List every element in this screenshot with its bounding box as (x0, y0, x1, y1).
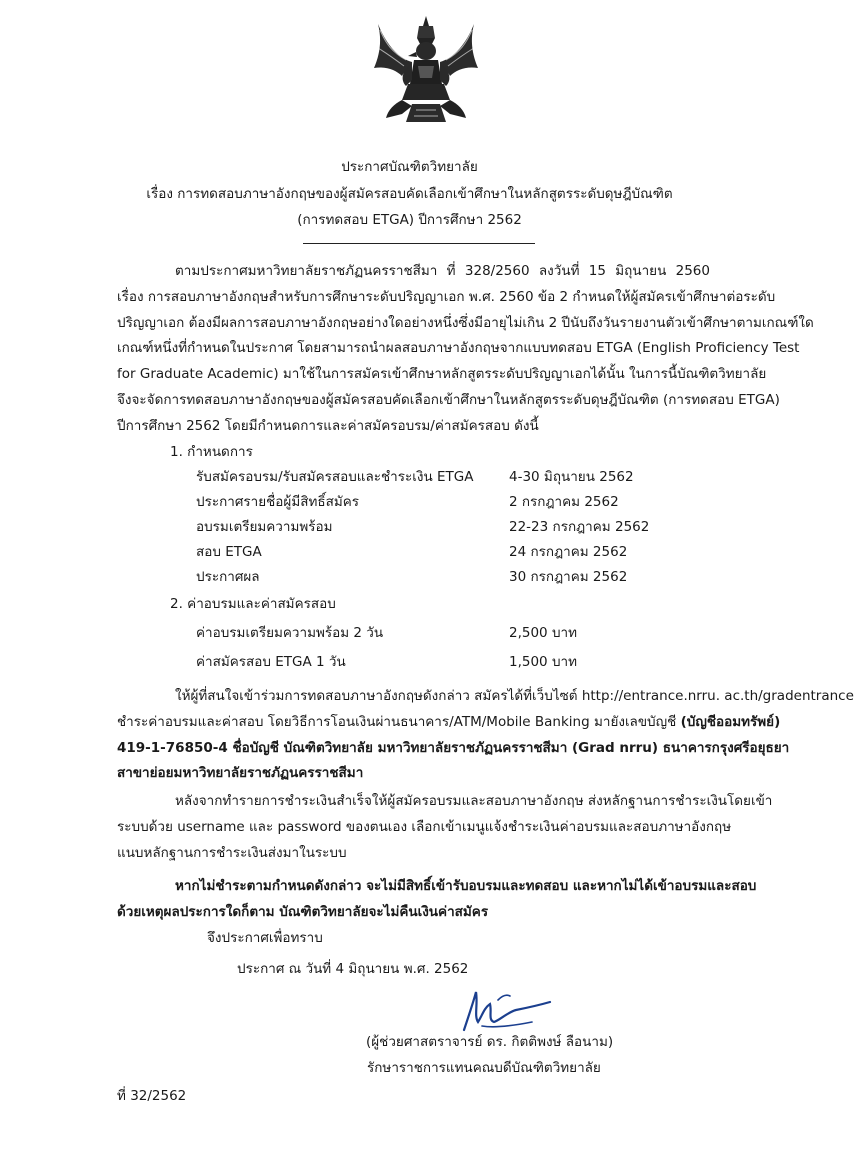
closing-text: จึงประกาศเพื่อทราบ (207, 930, 323, 946)
upload-line: หลังจากทำรายการชำระเงินสำเร็จให้ผู้สมัครอบรมและสอบภาษาอังกฤษ ส่งหลักฐานการชำระเงินโดยเข้า (175, 793, 773, 809)
fees-heading: 2. ค่าอบรมและค่าสมัครสอบ (170, 596, 336, 612)
body-line: เรื่อง การสอบภาษาอังกฤษสำหรับการศึกษาระดับปริญญาเอก พ.ศ. 2560 ข้อ 2 กำหนดให้ผู้สมัครเข้าศึกษาต่อระดับ (117, 288, 776, 305)
body-paragraph (117, 259, 814, 440)
signer-name: (ผู้ช่วยศาสตราจารย์ ดร. กิตติพงษ์ ลือนาม) (366, 1034, 614, 1050)
schedule-heading: 1. กำหนดการ (170, 444, 253, 460)
account-type: (บัญชีออมทรัพย์) (680, 713, 781, 730)
schedule-date: 30 กรกฎาคม 2562 (509, 569, 628, 585)
schedule-date: 2 กรกฎาคม 2562 (509, 494, 619, 510)
schedule-label: ประกาศผล (196, 569, 260, 585)
schedule-label: ประกาศรายชื่อผู้มีสิทธิ์สมัคร (196, 494, 360, 510)
body-line: for Graduate Academic) มาใช้ในการสมัครเข้าศึกษาหลักสูตรระดับปริญญาเอกได้นั้น ในการนี้บัณฑิตวิทยาลัย (117, 366, 767, 383)
schedule-row (196, 466, 656, 488)
fee-row (196, 651, 656, 673)
body-line: ตามประกาศมหาวิทยาลัยราชภัฏนครราชสีมา ที่ 328/2560 ลงวันที่ 15 มิถุนายน 2560 (175, 263, 710, 279)
schedule-date: 24 กรกฎาคม 2562 (509, 544, 628, 560)
schedule-row (196, 516, 656, 538)
account-details: 419-1-76850-4 ชื่อบัญชี บัณฑิตวิทยาลัย มหาวิทยาลัยราชภัฏนครราชสีมา (Grad nrru) ธนาคารกรุงศรีอยุธยา (117, 739, 790, 756)
apply-line: ให้ผู้ที่สนใจเข้าร่วมการทดสอบภาษาอังกฤษดังกล่าว สมัครได้ที่เว็บไซต์ http://entrance.nrru. ac.th/gradentrance (175, 688, 854, 704)
schedule-row (196, 541, 656, 563)
header-subtitle: (การทดสอบ ETGA) ปีการศึกษา 2562 (297, 212, 522, 228)
warning-line: หากไม่ชำระตามกำหนดดังกล่าว จะไม่มีสิทธิ์เข้ารับอบรมและทดสอบ และหากไม่ได้เข้าอบรมและสอบ (175, 878, 757, 894)
fee-amount: 2,500 บาท (509, 625, 577, 641)
schedule-label: อบรมเตรียมความพร้อม (196, 519, 333, 535)
schedule-row (196, 566, 656, 588)
body-line: ปีการศึกษา 2562 โดยมีกำหนดการและค่าสมัครอบรม/ค่าสมัครสอบ ดังนี้ (117, 417, 539, 434)
bank-branch: สาขาย่อยมหาวิทยาลัยราชภัฏนครราชสีมา (117, 765, 364, 782)
warning-paragraph (117, 874, 757, 926)
header-subject: เรื่อง การทดสอบภาษาอังกฤษของผู้สมัครสอบคัดเลือกเข้าศึกษาในหลักสูตรระดับดุษฎีบัณฑิต (146, 186, 673, 202)
header-divider (303, 243, 535, 244)
reference-number: ที่ 32/2562 (117, 1088, 187, 1104)
apply-line-text: ชำระค่าอบรมและค่าสอบ โดยวิธีการโอนเงินผ่านธนาคาร/ATM/Mobile Banking มายังเลขบัญชี (117, 713, 681, 730)
schedule-date: 22-23 กรกฎาคม 2562 (509, 519, 650, 535)
fee-amount: 1,500 บาท (509, 654, 577, 670)
fee-label: ค่าอบรมเตรียมความพร้อม 2 วัน (196, 625, 384, 641)
signer-title: รักษาราชการแทนคณบดีบัณฑิตวิทยาลัย (367, 1060, 601, 1076)
upload-line: ระบบด้วย username และ password ของตนเอง เลือกเข้าเมนูแจ้งชำระเงินค่าอบรมและสอบภาษาอังกฤษ (117, 818, 732, 835)
upload-line: แนบหลักฐานการชำระเงินส่งมาในระบบ (117, 844, 347, 861)
apply-paragraph (117, 684, 854, 787)
garuda-emblem-icon (372, 14, 480, 126)
schedule-label: รับสมัครอบรม/รับสมัครสอบและชำระเงิน ETGA (196, 469, 474, 485)
schedule-date: 4-30 มิถุนายน 2562 (509, 469, 634, 485)
header-org: ประกาศบัณฑิตวิทยาลัย (341, 159, 478, 175)
body-line: ปริญญาเอก ต้องมีผลการสอบภาษาอังกฤษอย่างใดอย่างหนึ่งซึ่งมีอายุไม่เกิน 2 ปีนับถึงวันรายงานตัวเข้าศึกษาตามเกณฑ์ใด (117, 314, 814, 331)
warning-line: ด้วยเหตุผลประการใดก็ตาม บัณฑิตวิทยาลัยจะไม่คืนเงินค่าสมัคร (117, 903, 489, 920)
body-line: เกณฑ์หนึ่งที่กำหนดในประกาศ โดยสามารถนำผลสอบภาษาอังกฤษจากแบบทดสอบ ETGA (English Proficiency Test (117, 340, 800, 357)
apply-line (117, 710, 781, 736)
fee-label: ค่าสมัครสอบ ETGA 1 วัน (196, 654, 346, 670)
announcement-date: ประกาศ ณ วันที่ 4 มิถุนายน พ.ศ. 2562 (237, 961, 469, 977)
schedule-label: สอบ ETGA (196, 544, 262, 560)
fee-row (196, 622, 656, 644)
body-line: จึงจะจัดการทดสอบภาษาอังกฤษของผู้สมัครสอบคัดเลือกเข้าศึกษาในหลักสูตรระดับดุษฎีบัณฑิต (การทดสอบ ETGA) (117, 391, 780, 408)
schedule-row (196, 491, 656, 513)
upload-paragraph (117, 789, 773, 866)
